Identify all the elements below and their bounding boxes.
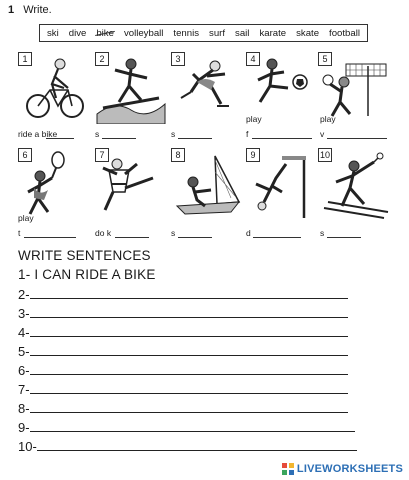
sentence-number: 4- [18, 325, 30, 340]
sentence-line [18, 438, 357, 454]
answer-hint: ride a bike [18, 129, 58, 139]
picture-number: 1 [18, 52, 32, 66]
word-bank-item: dive [68, 27, 87, 39]
sentence-line [18, 343, 348, 359]
sentence-number: 9- [18, 420, 30, 435]
sentence-number: 7- [18, 382, 30, 397]
answer-hint: v [320, 129, 325, 139]
sentence-number: 3- [18, 306, 30, 321]
answer-prefix: play [320, 114, 336, 124]
sentence-line [18, 305, 348, 321]
answer-blank[interactable] [252, 138, 312, 139]
answer-hint: s [171, 228, 176, 238]
answer-hint: do k [95, 228, 112, 238]
answer-blank[interactable] [24, 237, 76, 238]
word-bank-item: surf [209, 27, 226, 39]
answer-hint: f [246, 129, 249, 139]
sentence-blank[interactable] [30, 355, 348, 356]
section-title: WRITE SENTENCES [18, 248, 151, 263]
picture-number: 8 [171, 148, 185, 162]
logo-text: LIVEWORKSHEETS [296, 463, 403, 475]
sentence-blank[interactable] [30, 298, 348, 299]
picture-number: 2 [95, 52, 109, 66]
answer-blank[interactable] [102, 138, 136, 139]
picture-number: 6 [18, 148, 32, 162]
picture-karate [95, 148, 167, 220]
answer-blank[interactable] [327, 237, 361, 238]
answer-hint: s [320, 228, 325, 238]
answer-prefix: play [18, 213, 34, 223]
picture-number: 3 [171, 52, 185, 66]
picture-skiing [318, 148, 390, 220]
picture-number: 7 [95, 148, 109, 162]
picture-tennis [18, 148, 90, 220]
picture-number: 10 [319, 150, 330, 160]
picture-number: 5 [318, 52, 332, 66]
sentence-blank[interactable] [30, 431, 355, 432]
liveworksheets-logo-icon [282, 463, 294, 475]
picture-surfing [95, 52, 167, 124]
picture-diving [246, 148, 318, 220]
sentence-line [18, 324, 348, 340]
word-bank-item: volleyball [123, 27, 164, 39]
answer-hint: t [18, 228, 21, 238]
example-sentence: 1- I CAN RIDE A BIKE [18, 267, 156, 282]
word-bank-item: sail [235, 27, 250, 39]
picture-cycling [18, 52, 90, 124]
answer-blank[interactable] [178, 138, 212, 139]
word-bank-item: football [329, 27, 360, 39]
picture-sailing [171, 148, 243, 220]
answer-blank[interactable] [253, 237, 301, 238]
answer-hint: s [95, 129, 100, 139]
answer-blank[interactable] [178, 237, 212, 238]
sentence-blank[interactable] [30, 336, 348, 337]
answer-hint: d [246, 228, 251, 238]
sentence-line [18, 286, 348, 302]
sentence-number: 10- [18, 439, 37, 454]
picture-number: 9 [246, 148, 260, 162]
answer-blank[interactable] [115, 237, 149, 238]
sentence-blank[interactable] [30, 412, 348, 413]
word-bank [39, 24, 368, 42]
word-bank-item: ski [47, 27, 59, 39]
answer-prefix: play [246, 114, 262, 124]
word-bank-item: skate [296, 27, 320, 39]
exercise-number: 1 [8, 4, 15, 16]
sentence-number: 6- [18, 363, 30, 378]
word-bank-item: karate [259, 27, 287, 39]
answer-blank[interactable] [46, 138, 74, 139]
sentence-number: 2- [18, 287, 30, 302]
sentence-number: 8- [18, 401, 30, 416]
instruction-text: Write. [23, 4, 52, 16]
answer-blank[interactable] [327, 138, 387, 139]
sentence-blank[interactable] [30, 317, 348, 318]
liveworksheets-logo [282, 463, 403, 475]
sentence-blank[interactable] [37, 450, 357, 451]
sentence-blank[interactable] [30, 374, 348, 375]
word-bank-item-struck: bike [96, 27, 114, 39]
word-bank-item: tennis [173, 27, 200, 39]
sentence-line [18, 362, 348, 378]
sentence-line [18, 400, 348, 416]
sentence-line [18, 419, 355, 435]
exercise-instruction [8, 4, 52, 16]
answer-hint: s [171, 129, 176, 139]
picture-number: 4 [246, 52, 260, 66]
picture-skating [171, 52, 243, 124]
sentence-blank[interactable] [30, 393, 348, 394]
sentence-line [18, 381, 348, 397]
sentence-number: 5- [18, 344, 30, 359]
